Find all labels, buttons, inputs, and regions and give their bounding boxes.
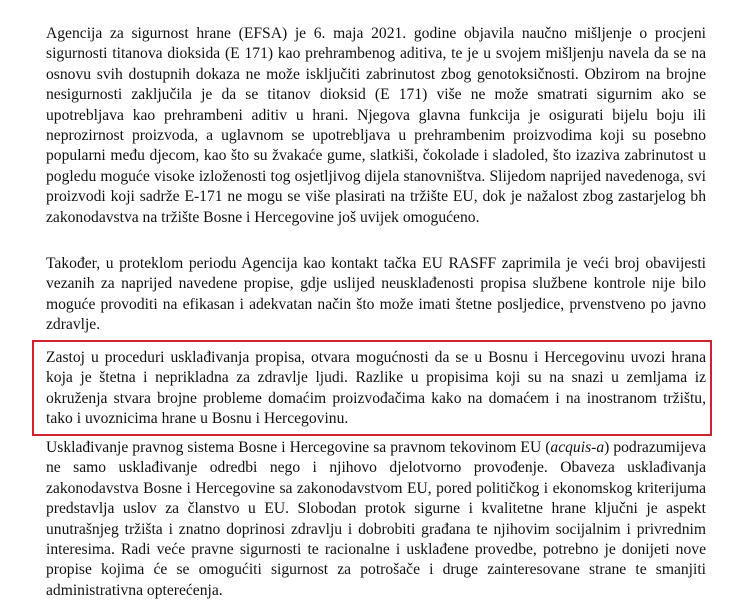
paragraph-harmonization-delay: Zastoj u proceduri usklađivanja propisa, otvara mogućnosti da se u Bosnu i Hercegovinu uvozi hrana koja je štetna i neprikladna za zdravlje ljudi. Razlike u propisima koji su na snazi u zemljama iz okruženja stvara brojne probleme domaćim proizvođačima kako na domaćem i na inostranom tržištu, tako i uvoznicima hrane u Bosnu i Hercegovinu. <box>46 349 706 428</box>
paragraph-rasff-notices: Također, u proteklom periodu Agencija kao kontakt tačka EU RASFF zaprimila je veći broj obavijesti vezanih za naprijed navedene propise, gdje uslijed neusklađenosti propisa službene kontrole nije bilo moguće provoditi na efikasan i adekvatan način što može imati štetne posljedice, prvenstveno po javno zdravlje. <box>46 255 706 334</box>
acquis-text-before: Usklađivanje pravnog sistema Bosne i Hercegovine sa pravnom tekovinom EU ( <box>46 439 551 456</box>
paragraph-efsa-opinion: Agencija za sigurnost hrane (EFSA) je 6. maja 2021. godine objavila naučno mišljenje o procjeni sigurnosti titanova dioksida (E 171) kao prehrambenog aditiva, te je u svojem mišljenju navela da se na osnovu svih dostupnih dokaza ne može isključiti zabrinutost zbog genotoksičnosti. Obzirom na brojne nesigurnosti zaključila je da se titanov dioksid (E 171) više ne može smatrati sigurnim ako se upotrebljava kao prehrambeni aditiv u hrani. Njegova glavna funkcija je osigurati bijelu boju ili neprozirnost proizvoda, a uglavnom se upotrebljava u prehrambenim proizvodima koji su posebno popularni među djecom, kao što su žvakaće gume, slatkiši, čokolade i sladoled, što izaziva zabrinutost u pogledu moguće visoke izloženosti tog osjetljivog dijela stanovništva. Slijedom naprijed navedenoga, svi proizvodi koji sadrže E-171 ne mogu se više plasirati na tržište EU, dok je nažalost zbog zastarjelog bh zakonodavstva na tržište Bosne i Hercegovine još uvijek omogućeno. <box>46 25 706 226</box>
acquis-text-after: ) podrazumijeva ne samo usklađivanje odredbi nego i njihovo djelotvorno provođenje. Obaveza usklađivanja zakonodavstva Bosne i Hercegovine sa zakonodavstvom EU, pored političkog i ekonomskog kriterijuma predstavlja uslov za članstvo u EU. Slobodan protok sigurne i kvalitetne hrane ključni je aspekt unutrašnjeg tržišta i znatno doprinosi zdravlju i dobrobiti građana te njihovim socijalnim i privrednim interesima. Radi veće pravne sigurnosti te racionalne i usklađene provedbe, potrebno je donijeti nove propise kojima će se omogućiti sigurnost za potrošače i druge zainteresovane strane te smanjiti administrativna opterećenja. <box>46 439 706 599</box>
paragraph-acquis-alignment <box>46 438 706 601</box>
acquis-italic-term: acquis-a <box>550 439 605 456</box>
